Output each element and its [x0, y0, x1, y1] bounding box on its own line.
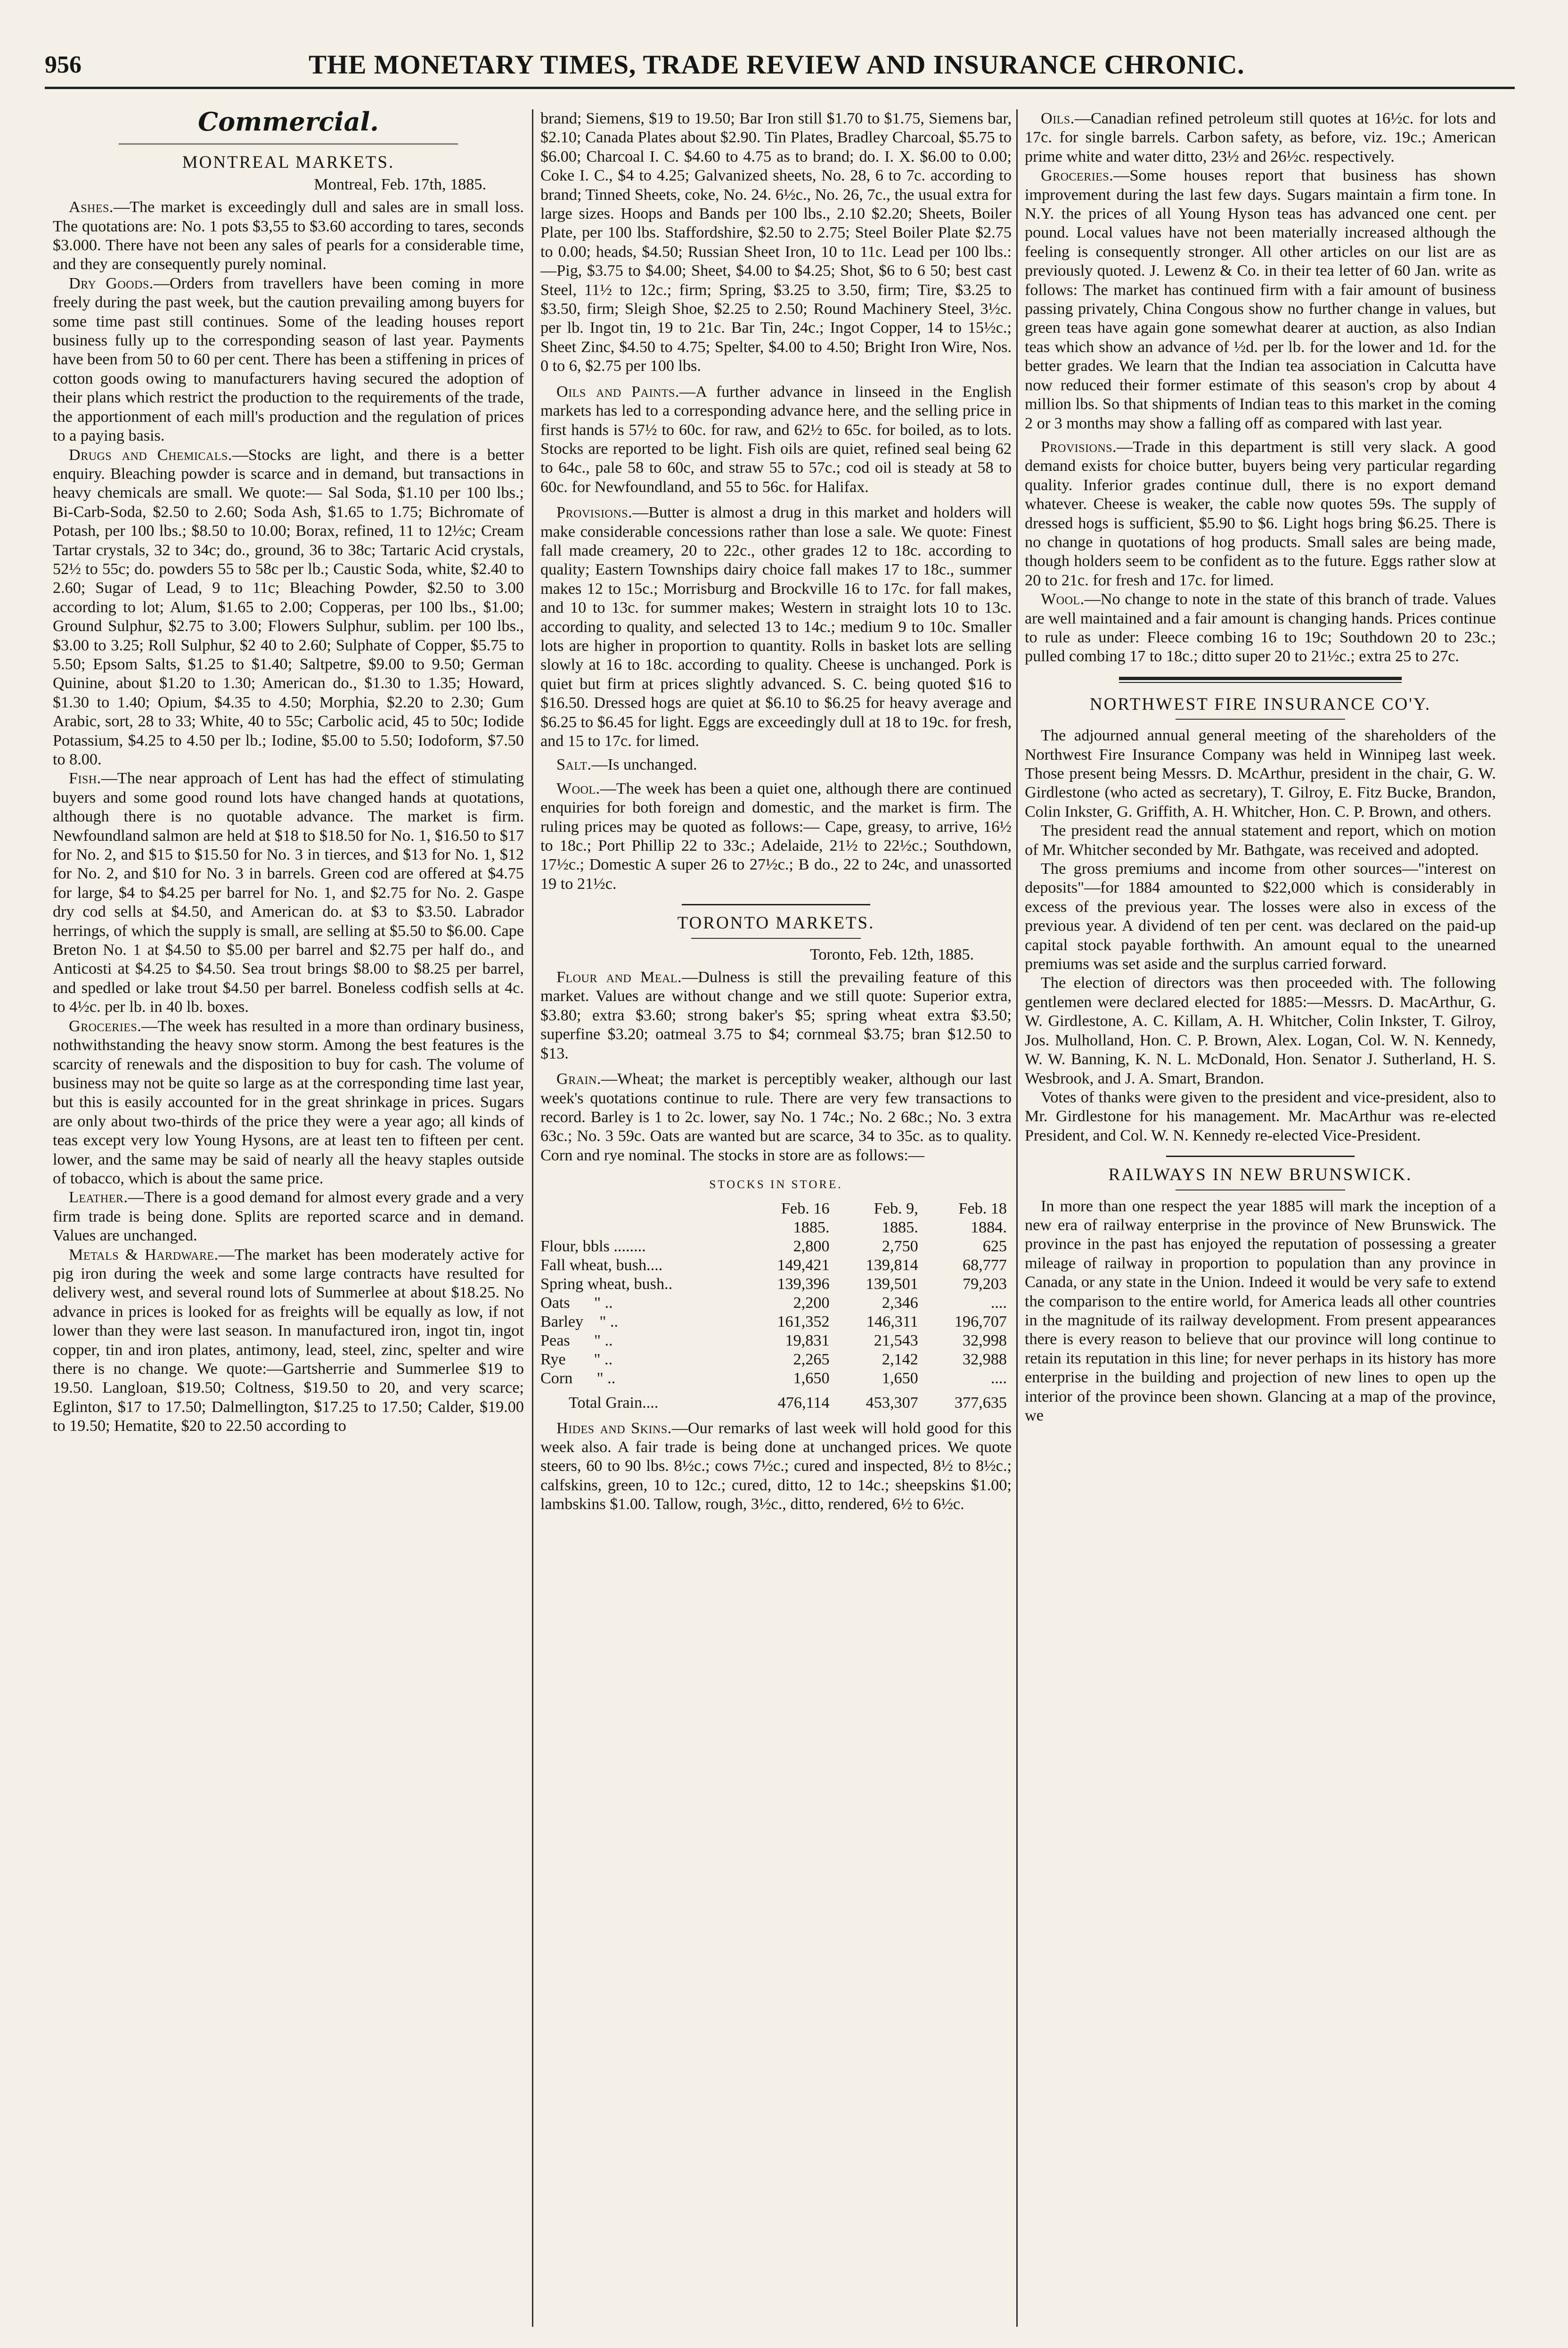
table-cell: 19,831: [785, 1331, 830, 1349]
table-cell: 2,142: [882, 1350, 918, 1368]
stocks-table: [540, 1199, 1012, 1412]
paragraph-groceries: [53, 1017, 524, 1189]
paragraph-wool: [1025, 590, 1496, 666]
table-cell: Peas " ..: [540, 1331, 613, 1349]
section-rule: [682, 904, 870, 905]
table-cell: Flour, bbls ........: [540, 1237, 646, 1255]
paragraph-body: —No change to note in the state of this branch of trade. Values are well maintained and a fair amount is changing hands. Prices continue to rule as under: Fleece combing 16 to 19c; Southdown 20 to 23c.; pulled combing 17 to 18c.; ditto super 20 to 21½c.; extra 25 to 27c.: [1025, 591, 1496, 665]
paragraph-metals-continued: brand; Siemens, $19 to 19.50; Bar Iron still $1.70 to $1.75, Siemens bar, $2.10; Canada Plates about $2.90. Tin Plates, Bradley Charcoal, $5.75 to $6.00; Charcoal I. C. $4.60 to 4.75 as to brand; do. I. X. $6.00 to 0.00; Coke I. C., $4 to 4.25; Galvanized sheets, No. 28, 6 to 7c. according to brand; Tinned Sheets, coke, No. 24. 6½c., No. 26, 7c., the usual extra for large sizes. Hoops and Bands per 100 lbs., 2.10 $2.20; Sheets, Boiler Plate, per 100 lbs. Staffordshire, $2.50 to 2.75; Steel Boiler Plate $2.75 to 0.00; heads, $4.50; Russian Sheet Iron, 10 to 11c. Lead per 100 lbs.:—Pig, $3.75 to $4.00; Sheet, $4.00 to $4.25; Shot, $6 to 6 50; best cast Steel, 11½ to 12c.; firm; Spring, $3.25 to 3.50, firm; Tire, $3.25 to $3.50, firm; Sleigh Shoe, $2.25 to 2.50; Round Machinery Steel, 3½c. per lb. Ingot tin, 19 to 21c. Bar Tin, 24c.; Ingot Copper, 14 to 15½c.; Sheet Zinc, $4.50 to 4.75; Spelter, $4.00 to 4.50; Bright Iron Wire, Nos. 0 to 6, $2.75 per 100 lbs.: [540, 110, 1012, 375]
paragraph-ashes: [53, 198, 524, 274]
stocks-table-title: STOCKS IN STORE.: [709, 1178, 843, 1191]
paragraph-lead: Dry Goods.: [69, 274, 154, 292]
paragraph-flour: [540, 968, 1012, 1063]
paragraph-metals: [53, 1246, 524, 1436]
table-cell: 625: [982, 1237, 1007, 1255]
table-cell: Corn " ..: [540, 1369, 616, 1387]
table-cell: 1,650: [882, 1369, 918, 1387]
paragraph-body: —Orders from travellers have been coming in more freely during the past week, but the caution prevailing among buyers for some time past still continues. Some of the leading houses report business fully up to the corresponding season of last year. Payments have been from 50 to 60 per cent. There has been a stiffening in prices of cotton goods owing to manufacturers having secured the adoption of their plans which restrict the production to the requirements of the trade, the apportionment of each mill's production and the regulation of prices to a paying basis.: [53, 274, 524, 445]
paragraph-body: —Wheat; the market is perceptibly weaker, although our last week's quotations continue to rule. There are very few transactions to record. Barley is 1 to 2c. lower, say No. 1 74c.; No. 2 68c.; No. 3 extra 63c.; No. 3 59c. Oats are wanted but are scarce, 34 to 35c. as to quality. Corn and rye nominal. The stocks in store are as follows:—: [540, 1070, 1012, 1164]
department-heading: Commercial.: [198, 109, 379, 137]
title-underline: [1176, 719, 1345, 720]
table-cell: 32,998: [962, 1331, 1007, 1349]
table-cell: 79,203: [962, 1275, 1007, 1293]
paragraph-body: —The market has been moderately active for pig iron during the week and some large contracts have resulted for delivery west, and several round lots of Summerlee at about $18.25. No advance in prices is looked for as freights will be equally as low, if not lower than they were last season. In manufactured iron, ingot tin, ingot copper, tin and iron plates, antimony, lead, steel, zinc, spelter and wire there is no change. We quote:—Gartsherrie and Summerlee $19 to 19.50. Langloan, $19.50; Coltness, $19.50 to 20, and very scarce; Eglinton, $17 to 17.50; Dalmellington, $17.25 to 17.50; Calder, $19.00 to 19.50; Hematite, $20 to 22.50 according to: [53, 1246, 524, 1435]
paragraph-groceries: [1025, 166, 1496, 433]
paragraph-fish: [53, 769, 524, 1017]
table-cell: 161,352: [777, 1313, 830, 1330]
table-cell: 2,346: [882, 1294, 918, 1312]
table-cell: 68,777: [962, 1256, 1007, 1274]
paragraph-lead: Groceries.: [1041, 167, 1114, 185]
table-cell: ....: [990, 1294, 1007, 1312]
paragraph-hides: [540, 1419, 1012, 1514]
paragraph-lead: Metals & Hardware.: [69, 1246, 219, 1264]
table-header-cell: Feb. 16: [781, 1199, 830, 1217]
paragraph-provisions: [540, 503, 1012, 751]
table-header-cell: 1884.: [971, 1218, 1007, 1236]
table-cell: 2,265: [793, 1350, 830, 1368]
table-header-cell: 1885.: [793, 1218, 830, 1236]
paragraph-nwfire-5: Votes of thanks were given to the president and vice-president, also to Mr. Girdlestone for his management. Mr. MacArthur was re-elected President, and Col. W. N. Kennedy re-elected Vice-President.: [1025, 1088, 1496, 1144]
paragraph-lead: Provisions.: [556, 504, 633, 522]
table-cell: 196,707: [954, 1313, 1007, 1330]
paragraph-dry-goods: [53, 274, 524, 446]
paragraph-body: —A further advance in linseed in the English markets has led to a corresponding advance here, and the selling price in first hands is 57½ to 60c. for raw, and 62½ to 65c. for boiled, as to lots. Stocks are reported to be light. Fish oils are quiet, refined seal being 62 to 64c., pale 58 to 60c, and straw 55 to 57c.; cod oil is steady at 58 to 60c. for Newfoundland, and 55 to 56c. for Halifax.: [540, 383, 1012, 496]
section-rule: [1119, 682, 1402, 683]
table-cell: Rye " ..: [540, 1350, 613, 1368]
table-header-cell: Feb. 9,: [874, 1199, 918, 1217]
paragraph-body: —Canadian refined petroleum still quotes at 16½c. for lots and 17c. for single barrels. Carbon safety, as before, viz. 19c.; American prime white and water ditto, 23½ and 26½c. respectively.: [1025, 110, 1496, 165]
column-1: [53, 109, 524, 2327]
section-title-railways: RAILWAYS IN NEW BRUNSWICK.: [1108, 1165, 1413, 1185]
paragraph-body: —Some houses report that business has shown improvement during the last few days. Sugars maintain a firm tone. In N.Y. the prices of all Young Hyson teas has advanced one cent. per pound. Local values have not been materially increased although the feeling is consequently stronger. All other articles on our list are as previously quoted. J. Lewenz & Co. in their tea letter of 60 Jan. write as follows: The market has continued firm with a fair amount of business passing privately, China Congous show no further change in values, but green teas have again gone somewhat dearer at auction, as also Indian teas which show an advance of ½d. per lb. for the lower and 1d. for the better grades. We learn that the Indian tea association in Calcutta have now reduced their former estimate of this season's crop by about 4 million lbs. So that shipments of Indian teas to this market in the coming 2 or 3 months may show a falling off as compared with last year.: [1025, 167, 1496, 432]
section-rule: [1119, 677, 1402, 680]
paragraph-lead: Oils and Paints.: [556, 383, 679, 401]
section-title-northwest-fire: NORTHWEST FIRE INSURANCE CO'Y.: [1089, 694, 1431, 714]
table-cell: ....: [990, 1369, 1007, 1387]
paragraph-body: —The near approach of Lent has had the effect of stimulating buyers and some good round lots have changed hands at quotations, although there is no quotable advance. The market is firm. Newfoundland salmon are held at $18 to $18.50 for No. 1, $16.50 to $17 for No. 2, and $15 to $15.50 for No. 3 in tierces, and $13 for No. 1, $12 for No. 2, and $10 for No. 3 in barrels. Green cod are offered at $4.75 for large, $4 to $4.25 per barrel for No. 1, and $2.75 for No. 2. Gaspe dry cod sells at $4.50, and American do. at $3 to $3.50. Labrador herrings, of which the supply is small, are selling at $5.50 to $6.00. Cape Breton No. 1 at $4.50 to $5.00 per barrel and $2.75 per half do., and Anticosti at $4.25 to $4.50. Sea trout brings $8.00 to $8.25 per barrel, and spedled or lake trout $4.50 per barrel. Boneless codfish sells at 4c. to 4½c. per lb. in 40 lb. boxes.: [53, 770, 524, 1016]
table-row: [540, 1275, 1012, 1294]
paragraph-lead: Wool.: [556, 780, 600, 797]
paragraph-lead: Provisions.: [1041, 438, 1117, 456]
ornamental-rule: [119, 138, 458, 145]
table-cell: Total Grain....: [569, 1394, 659, 1412]
table-cell: Barley " ..: [540, 1313, 618, 1330]
paragraph-body: —Trade in this department is still very slack. A good demand exists for choice butter, buyers being very particular regarding quality. Inferior grades continue dull, there is no export demand whatever. Cheese is weaker, the cable now quotes 59s. The supply of dressed hogs is sufficient, $5.90 to $6. Light hogs bring $6.25. There is no change in quotations of hog products. Small sales are being made, though holders seem to be confident as to the future. Eggs rather slow at 20 to 21c. for fresh and 17c. for limed.: [1025, 438, 1496, 589]
column-2: [540, 109, 1012, 2327]
paragraph-nwfire-2: The president read the annual statement and report, which on motion of Mr. Whitcher seconded by Mr. Bathgate, was received and adopted.: [1025, 822, 1496, 859]
paragraph-body: —The week has been a quiet one, although there are continued enquiries for both foreign and domestic, and the market is firm. The ruling prices may be quoted as follows:— Cape, greasy, to arrive, 16½ to 18c.; Port Phillip 22 to 33c.; Adelaide, 21½ to 22½c.; Southdown, 17½c.; Domestic A super 26 to 27½c.; B do., 22 to 24c, and unassorted 19 to 21½c.: [540, 780, 1012, 893]
title-underline: [691, 938, 861, 939]
table-row: [540, 1350, 1012, 1369]
column-divider: [1016, 109, 1018, 2327]
table-row: [540, 1237, 1012, 1256]
paragraph-lead: Drugs and Chemicals.: [69, 446, 232, 464]
table-cell: 146,311: [866, 1313, 918, 1330]
paragraph-lead: Hides and Skins.: [556, 1419, 672, 1437]
paragraph-body: —There is a good demand for almost every grade and a very firm trade is being done. Splits are reported scarce and in demand. Values are unchanged.: [53, 1189, 524, 1245]
table-cell: 32,988: [962, 1350, 1007, 1368]
paragraph-nwfire-1: The adjourned annual general meeting of the shareholders of the Northwest Fire Insurance Company was held in Winnipeg last week. Those present being Messrs. D. McArthur, president in the chair, G. W. Girdlestone (who acted as secretary), T. Gilroy, E. Fitz Bucke, Brandon, Colin Inkster, G. Griffith, A. H. Whitcher, Hon. C. P. Brown, and others.: [1025, 727, 1496, 821]
column-3: [1025, 109, 1496, 2327]
table-header-cell: [540, 1218, 745, 1237]
page-header: [45, 43, 1515, 89]
paragraph-lead: Flour and Meal.: [556, 969, 682, 986]
paragraph-oils: [1025, 109, 1496, 166]
table-cell: 139,814: [866, 1256, 918, 1274]
paragraph-body: —The week has resulted in a more than ordinary business, nothwithstanding the heavy snow storm. Among the best features is the scarcity of renewals and the disposition to buy for cash. The volume of business may not be quite so large as at the corresponding time last year, but this is easily accounted for in the great shrinkage in prices. Sugars are only about two-thirds of the price they were a year ago; all kinds of teas except very low Young Hysons, are at least ten to fifteen per cent. lower, and the same may be said of nearly all the heavy staples outside of tobacco, which is about the same price.: [53, 1017, 524, 1187]
table-cell: 476,114: [777, 1394, 830, 1412]
table-row: [540, 1313, 1012, 1331]
table-cell: 149,421: [777, 1256, 830, 1274]
paragraph-body: —Stocks are light, and there is a better enquiry. Bleaching powder is scarce and in demand, but transactions in heavy chemicals are small. We quote:— Sal Soda, $1.10 per 100 lbs.; Bi-Carb-Soda, $2.50 to 2.60; Soda Ash, $1.65 to 1.75; Bichromate of Potash, per 100 lbs.; $8.50 to 10.00; Borax, refined, 11 to 12½c; Cream Tartar crystals, 32 to 34c; do., ground, 36 to 38c; Tartaric Acid crystals, 52½ to 55c; do. powders 55 to 58c per lb.; Caustic Soda, white, $2.40 to 2.60; Sugar of Lead, 9 to 11c; Bleaching Powder, $2.50 to 3.00 according to lot; Alum, $1.65 to 2.00; Copperas, per 100 lbs., $1.00; Ground Sulphur, $2.75 to 3.00; Flowers Sulphur, sublim. per 100 lbs., $3.00 to 3.25; Roll Sulphur, $2 40 to 2.60; Sulphate of Copper, $5.75 to 5.50; Epsom Salts, $1.25 to $1.40; Saltpetre, $9.00 to 9.50; German Quinine, about $1.20 to 1.30; American do., $1.30 to 1.35; Howard, $1.30 to 1.40; Opium, $4.35 to 4.50; Morphia, $2.20 to 2.30; Gum Arabic, sort, 28 to 33; White, 40 to 55c; Carbolic acid, 45 to 50c; Iodide Potassium, $4.25 to 4.50 per lb.; Iodine, $5.00 to 5.50; Iodoform, $7.50 to 8.00.: [53, 446, 524, 768]
paragraph-lead: Groceries.: [69, 1017, 142, 1035]
table-header-row: [540, 1218, 1012, 1237]
table-total-row: [540, 1388, 1012, 1412]
table-cell: 2,800: [793, 1237, 830, 1255]
table-cell: 139,396: [777, 1275, 830, 1293]
section-title-montreal: MONTREAL MARKETS.: [182, 153, 395, 172]
paragraph-nwfire-4: The election of directors was then proceeded with. The following gentlemen were declared elected for 1885:—Messrs. D. MacArthur, G. W. Girdlestone, A. C. Killam, A. H. Whitcher, Colin Inkster, T. Gilroy, Jos. Mulholland, Hon. C. P. Brown, Alex. Logan, Col. W. N. Kennedy, W. W. Banning, K. N. L. McDonald, Hon. Senator J. Sutherland, H. S. Wesbrook, and J. A. Smart, Brandon.: [1025, 974, 1496, 1087]
table-cell: 2,750: [882, 1237, 918, 1255]
table-cell: 1,650: [793, 1369, 830, 1387]
table-header-cell: [540, 1199, 745, 1218]
table-row: [540, 1256, 1012, 1275]
section-rule: [1166, 1156, 1355, 1157]
paragraph-body: —Is unchanged.: [591, 756, 697, 774]
paragraph-lead: Ashes.: [69, 198, 114, 216]
paragraph-body: —Dulness is still the prevailing feature of this market. Values are without change and we still quote: Superior extra, $3.80; extra $3.60; strong baker's $5; spring wheat extra $3.50; superfine $3.20; oatmeal 3.75 to $4; cornmeal $3.75; bran $12.50 to $13.: [540, 969, 1012, 1062]
table-cell: Fall wheat, bush....: [540, 1256, 663, 1274]
table-header-row: [540, 1199, 1012, 1218]
table-row: [540, 1331, 1012, 1350]
dateline: Montreal, Feb. 17th, 1885.: [314, 175, 486, 193]
paragraph-lead: Oils.: [1041, 110, 1075, 127]
paragraph-drugs: [53, 446, 524, 770]
paragraph-salt: [540, 755, 1012, 774]
table-cell: 2,200: [793, 1294, 830, 1312]
paragraph-railways: In more than one respect the year 1885 will mark the inception of a new era of railway enterprise in the province of New Brunswick. The province in the past has enjoyed the reputation of possessing a greater mileage of railway in proportion to population than any province in Canada, or any state in the Union. Indeed it would be very safe to extend the comparison to the entire world, for America leads all other countries in the magnitude of its railway development. From present appearances there is every reason to believe that our province will long continue to retain its reputation in this line; for never perhaps in its history has more enterprise in the building and projection of new lines to open up the interior of the province been shown. Glancing at a map of the province, we: [1025, 1197, 1496, 1424]
paragraph-leather: [53, 1188, 524, 1245]
page-number: 956: [45, 51, 82, 78]
table-cell: Spring wheat, bush..: [540, 1275, 673, 1293]
table-cell: 377,635: [954, 1394, 1007, 1412]
table-header-cell: 1885.: [882, 1218, 918, 1236]
paragraph-wool: [540, 780, 1012, 894]
column-divider: [532, 109, 533, 2327]
publication-title: THE MONETARY TIMES, TRADE REVIEW AND INSURANCE CHRONIC.: [309, 50, 1245, 80]
paragraph-lead: Grain.: [556, 1070, 601, 1088]
paragraph-body: —Butter is almost a drug in this market and holders will make considerable concessions rather than lose a sale. We quote: Finest fall made creamery, 20 to 22c., other grades 12 to 18c. according to quality; Eastern Townships dairy choice fall makes 17 to 18c., summer makes 12 to 15c.; Morrisburg and Brockville 16 to 17c. for fall makes, and 10 to 13c. for summer makes; Western in straight lots 10 to 13c. according to quality, and selected 13 to 14c.; medium 9 to 10c. Smaller lots are higher in proportion to quantity. Rolls in basket lots are selling slowly at 16 to 18c. according to quality. Cheese is unchanged. Pork is quiet but firm at prices slightly advanced. S. C. being quoted $16 to $16.50. Dressed hogs are quiet at $6.10 to $6.25 for heavy average and $6.25 to $6.45 for light. Eggs are exceedingly dull at 18 to 19c. for fresh, and 15 to 17c. for limed.: [540, 504, 1012, 750]
table-header-cell: Feb. 18: [958, 1199, 1007, 1217]
table-cell: Oats " ..: [540, 1294, 613, 1312]
paragraph-body: —The market is exceedingly dull and sales are in small loss. The quotations are: No. 1 pots $3,55 to $3.60 according to tares, seconds $3.000. There have not been any sales of pearls for a considerable time, and they are consequently purely nominal.: [53, 198, 524, 273]
paragraph-lead: Salt.: [556, 756, 592, 774]
paragraph-oils: [540, 383, 1012, 497]
paragraph-grain: [540, 1070, 1012, 1165]
dateline: Toronto, Feb. 12th, 1885.: [809, 945, 974, 963]
paragraph-lead: Leather.: [69, 1189, 128, 1207]
table-cell: 139,501: [866, 1275, 918, 1293]
table-cell: 21,543: [874, 1331, 918, 1349]
table-row: [540, 1294, 1012, 1313]
table-cell: 453,307: [866, 1394, 918, 1412]
section-title-toronto: TORONTO MARKETS.: [677, 913, 875, 933]
table-row: [540, 1369, 1012, 1388]
paragraph-lead: Wool.: [1041, 591, 1085, 608]
paragraph-lead: Fish.: [69, 770, 101, 788]
paragraph-provisions: [1025, 438, 1496, 590]
paragraph-body: —Our remarks of last week will hold good for this week also. A fair trade is being done at unchanged prices. We quote steers, 60 to 90 lbs. 8½c.; cows 7½c.; cured and inspected, 8½ to 8½c.; calfskins, green, 10 to 12c.; cured, ditto, 12 to 14c.; sheepskins $1.00; lambskins $1.00. Tallow, rough, 3½c., ditto, rendered, 6½ to 6½c.: [540, 1419, 1012, 1513]
paragraph-nwfire-3: The gross premiums and income from other sources—"interest on deposits"—for 1884 amounted to $22,000 which is considerably in excess of the previous year. The losses were also in excess of the previous year. A dividend of ten per cent. was declared on the paid-up capital stock payable forthwith. An amount equal to the unearned premiums was set aside and the surplus carried forward.: [1025, 860, 1496, 973]
